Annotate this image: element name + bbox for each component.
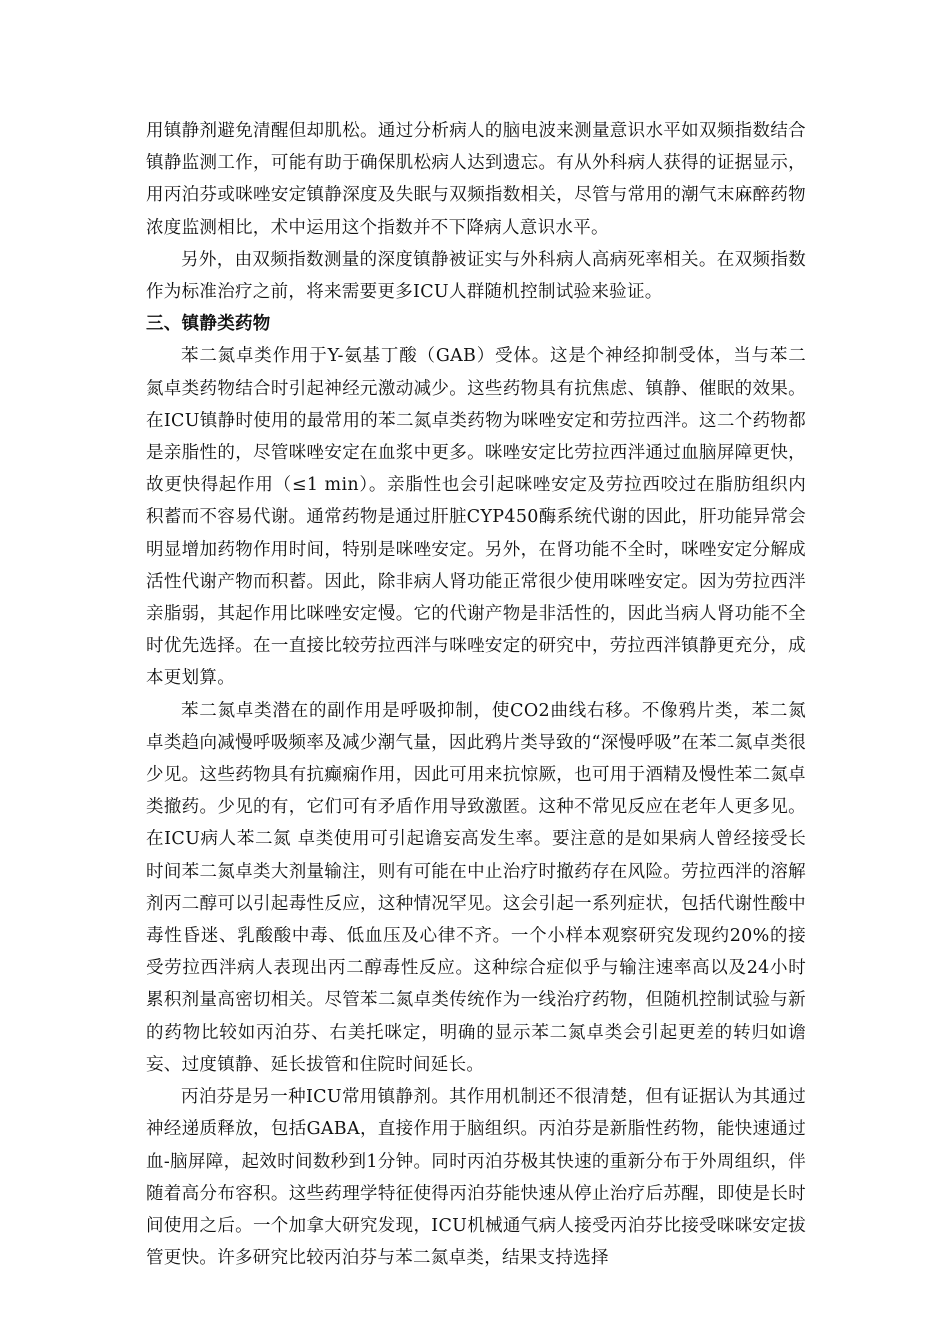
paragraph-bis-continuation: 用镇静剂避免清醒但却肌松。通过分析病人的脑电波来测量意识水平如双频指数结合镇静监测工作，可能有助于确保肌松病人达到遗忘。有从外科病人获得的证据显示，用丙泊芬或咪唑安定镇静深度及失眠与双频指数相关，尽管与常用的潮气末麻醉药物浓度监测相比，术中运用这个指数并不下降病人意识水平。 [146, 121, 806, 238]
paragraph-benzodiazepines: 苯二氮卓类作用于Y-氨基丁酸（GAB）受体。这是个神经抑制受体，当与苯二氮卓类药物结合时引起神经元激动减少。这些药物具有抗焦虑、镇静、催眠的效果。在ICU镇静时使用的最常用的苯二氮卓类药物为咪唑安定和劳拉西泮。这二个药物都是亲脂性的，尽管咪唑安定在血浆中更多。咪唑安定比劳拉西泮通过血脑屏障更快，故更快得起作用（≤1 min）。亲脂性也会引起咪唑安定及劳拉西咬过在脂肪组织内积蓄而不容易代谢。通常药物是通过肝脏CYP450酶系统代谢的因此，肝功能异常会明显增加药物作用时间，特别是咪唑安定。另外，在肾功能不全时，咪唑安定分解成活性代谢产物而积蓄。因此，除非病人肾功能正常很少使用咪唑安定。因为劳拉西泮亲脂弱，其起作用比咪唑安定慢。它的代谢产物是非活性的，因此当病人肾功能不全时优先选择。在一直接比较劳拉西泮与咪唑安定的研究中，劳拉西泮镇静更充分，成本更划算。 [146, 346, 806, 689]
paragraph-propofol: 丙泊芬是另一种ICU常用镇静剂。其作用机制还不很清楚，但有证据认为其通过神经递质释放，包括GABA，直接作用于脑组织。丙泊芬是新脂性药物，能快速通过血-脑屏障，起效时间数秒到1分钟。同时丙泊芬极其快速的重新分布于外周组织，伴随着高分布容积。这些药理学特征使得丙泊芬能快速从停止治疗后苏醒，即使是长时间使用之后。一个加拿大研究发现，ICU机械通气病人接受丙泊芬比接受咪咪安定拔管更快。许多研究比较丙泊芬与苯二氮卓类，结果支持选择 [146, 1087, 806, 1269]
document-body [146, 115, 806, 1274]
section-heading-sedatives: 三、镇静类药物 [146, 314, 271, 335]
paragraph-benzodiazepine-side-effects: 苯二氮卓类潜在的副作用是呼吸抑制，使CO2曲线右移。不像鸦片类，苯二氮卓类趋向减慢呼吸频率及减少潮气量，因此鸦片类导致的“深慢呼吸”在苯二氮卓类很少见。这些药物具有抗癫痫作用，因此可用来抗惊厥，也可用于酒精及慢性苯二氮卓类撤药。少见的有，它们可有矛盾作用导致激匿。这种不常见反应在老年人更多见。在ICU病人苯二氮 卓类使用可引起谵妄高发生率。要注意的是如果病人曾经接受长时间苯二氮卓类大剂量输注，则有可能在中止治疗时撤药存在风险。劳拉西泮的溶解剂丙二醇可以引起毒性反应，这种情况罕见。这会引起一系列症状，包括代谢性酸中毒性昏迷、乳酸酸中毒、低血压及心律不齐。一个小样本观察研究发现约20%的接受劳拉西泮病人表现出丙二醇毒性反应。这种综合症似乎与输注速率高以及24小时累积剂量高密切相关。尽管苯二氮卓类传统作为一线治疗药物，但随机控制试验与新的药物比较如丙泊芬、右美托咪定，明确的显示苯二氮卓类会引起更差的转归如谵妄、过度镇静、延长拔管和住院时间延长。 [146, 700, 806, 1075]
paragraph-bis-mortality: 另外，由双频指数测量的深度镇静被证实与外科病人高病死率相关。在双频指数作为标准治疗之前，将来需要更多ICU人群随机控制试验来验证。 [146, 249, 806, 303]
